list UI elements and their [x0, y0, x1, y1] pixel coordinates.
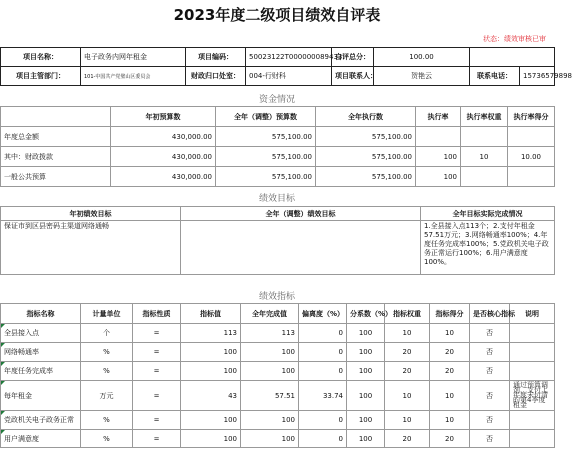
ind-coef: 100	[347, 411, 385, 430]
indicators-section-title: 绩效指标	[258, 292, 295, 302]
ind-nature: =	[133, 362, 181, 381]
ind-nature: =	[133, 411, 181, 430]
funds-row-initial: 430,000.00	[111, 147, 216, 167]
ind-note	[510, 324, 555, 343]
ind-note: 通过预算调剂，支付上年度未付清的第4季度租金	[510, 381, 555, 411]
ind-target: 100	[181, 343, 241, 362]
ind-name: 年度任务完成率	[1, 362, 81, 381]
ind-name: 网络畅通率	[1, 343, 81, 362]
funds-header-initial: 年初预算数	[111, 107, 216, 127]
funds-row-name: 一般公共预算	[1, 167, 111, 187]
funds-row-rate: 100	[416, 147, 461, 167]
funds-row-rate: 100	[416, 167, 461, 187]
self-score-value: 100.00	[374, 48, 470, 67]
funds-header-executed: 全年执行数	[316, 107, 416, 127]
ind-nature: =	[133, 381, 181, 411]
page-title: 2023年度二级项目绩效自评表	[173, 6, 381, 24]
funds-row-weight	[461, 127, 508, 147]
ind-core: 否	[470, 381, 510, 411]
funds-row-initial: 430,000.00	[111, 127, 216, 147]
ind-score: 20	[430, 430, 470, 448]
funds-row-adjusted: 575,100.00	[216, 167, 316, 187]
ind-header-note: 说明	[510, 304, 555, 324]
finance-value: 004-行财科	[246, 67, 332, 86]
ind-name: 全县接入点	[1, 324, 81, 343]
funds-row-rate	[416, 127, 461, 147]
ind-coef: 100	[347, 381, 385, 411]
ind-score: 10	[430, 411, 470, 430]
ind-unit: %	[81, 411, 133, 430]
goals-section-title: 绩效目标	[258, 194, 295, 204]
ind-target: 43	[181, 381, 241, 411]
funds-row	[1, 127, 555, 147]
ind-deviation: 33.74	[299, 381, 347, 411]
ind-actual: 57.51	[241, 381, 299, 411]
goals-header-initial: 年初绩效目标	[1, 207, 181, 221]
project-name-label: 项目名称：	[1, 48, 81, 67]
ind-header-nature: 指标性质	[133, 304, 181, 324]
funds-header-adjusted: 全年（调整）预算数	[216, 107, 316, 127]
indicator-row	[1, 411, 555, 430]
project-code-label: 项目编码：	[186, 48, 246, 67]
ind-header-deviation: 偏离度（%）	[299, 304, 347, 324]
ind-coef: 100	[347, 324, 385, 343]
ind-core: 否	[470, 411, 510, 430]
project-code-value: 50023122T000000089433	[246, 48, 332, 67]
ind-deviation: 0	[299, 411, 347, 430]
ind-weight: 10	[385, 411, 430, 430]
ind-unit: %	[81, 362, 133, 381]
ind-target: 100	[181, 362, 241, 381]
ind-core: 否	[470, 362, 510, 381]
funds-row-adjusted: 575,100.00	[216, 127, 316, 147]
ind-weight: 10	[385, 324, 430, 343]
ind-score: 20	[430, 362, 470, 381]
ind-deviation: 0	[299, 362, 347, 381]
ind-nature: =	[133, 343, 181, 362]
funds-header-name	[1, 107, 111, 127]
funds-row-executed: 575,100.00	[316, 127, 416, 147]
indicator-row	[1, 381, 555, 411]
ind-unit: %	[81, 430, 133, 448]
ind-coef: 100	[347, 430, 385, 448]
phone-label: 联系电话：	[470, 67, 520, 86]
funds-row	[1, 167, 555, 187]
ind-weight: 20	[385, 362, 430, 381]
funds-row-name: 年度总金额	[1, 127, 111, 147]
ind-weight: 10	[385, 381, 430, 411]
ind-coef: 100	[347, 362, 385, 381]
funds-row-score	[508, 167, 555, 187]
ind-note	[510, 343, 555, 362]
ind-name: 用户满意度	[1, 430, 81, 448]
ind-note	[510, 430, 555, 448]
funds-row-score	[508, 127, 555, 147]
ind-target: 100	[181, 411, 241, 430]
finance-label: 财政归口处室：	[186, 67, 246, 86]
ind-actual: 100	[241, 411, 299, 430]
ind-core: 否	[470, 343, 510, 362]
blank-cell	[470, 48, 555, 67]
ind-score: 20	[430, 343, 470, 362]
ind-core: 否	[470, 430, 510, 448]
funds-row-score: 10.00	[508, 147, 555, 167]
contact-value: 贺艳云	[374, 67, 470, 86]
ind-target: 100	[181, 430, 241, 448]
funds-row-initial: 430,000.00	[111, 167, 216, 187]
ind-weight: 20	[385, 343, 430, 362]
ind-name: 每年租金	[1, 381, 81, 411]
indicator-row	[1, 362, 555, 381]
ind-unit: 个	[81, 324, 133, 343]
ind-nature: =	[133, 324, 181, 343]
ind-header-weight: 指标权重	[385, 304, 430, 324]
ind-deviation: 0	[299, 343, 347, 362]
goals-initial-text: 保证市到区县密码主渠道网络通畅	[1, 221, 181, 275]
funds-row-weight	[461, 167, 508, 187]
ind-deviation: 0	[299, 324, 347, 343]
ind-header-actual: 全年完成值	[241, 304, 299, 324]
funds-header-score: 执行率得分	[508, 107, 555, 127]
ind-actual: 113	[241, 324, 299, 343]
ind-header-core: 是否核心指标	[470, 304, 510, 324]
ind-header-unit: 计量单位	[81, 304, 133, 324]
ind-actual: 100	[241, 343, 299, 362]
ind-coef: 100	[347, 343, 385, 362]
funds-header-weight: 执行率权重	[461, 107, 508, 127]
indicator-row	[1, 430, 555, 448]
goals-adjusted-text	[181, 221, 421, 275]
ind-actual: 100	[241, 430, 299, 448]
ind-header-target: 指标值	[181, 304, 241, 324]
funds-row-adjusted: 575,100.00	[216, 147, 316, 167]
ind-unit: %	[81, 343, 133, 362]
project-name-value: 电子政务内网年租金	[81, 48, 186, 67]
funds-row	[1, 147, 555, 167]
indicator-row	[1, 343, 555, 362]
contact-label: 项目联系人：	[332, 67, 374, 86]
indicator-row	[1, 324, 555, 343]
ind-note	[510, 362, 555, 381]
ind-core: 否	[470, 324, 510, 343]
funds-table	[0, 106, 555, 187]
ind-header-name: 指标名称	[1, 304, 81, 324]
funds-row-executed: 575,100.00	[316, 167, 416, 187]
ind-weight: 20	[385, 430, 430, 448]
indicators-table	[0, 303, 555, 448]
ind-score: 10	[430, 381, 470, 411]
goals-actual-text: 1.全县接入点113个；2.支付年租金57.51万元；3.网络畅通率100%；4.年度任务完成率100%；5.党政机关电子政务正常运行100%；6.用户满意度100%。	[421, 221, 555, 275]
ind-unit: 万元	[81, 381, 133, 411]
funds-row-executed: 575,100.00	[316, 147, 416, 167]
funds-row-weight: 10	[461, 147, 508, 167]
goals-table	[0, 206, 555, 275]
ind-nature: =	[133, 430, 181, 448]
ind-target: 113	[181, 324, 241, 343]
ind-actual: 100	[241, 362, 299, 381]
funds-section-title: 资金情况	[258, 95, 295, 105]
ind-header-coef: 分系数（%）	[347, 304, 385, 324]
ind-header-score: 指标得分	[430, 304, 470, 324]
ind-deviation: 0	[299, 430, 347, 448]
audit-status: 状态：绩效审核已审	[483, 35, 546, 43]
funds-row-name: 其中：财政拨款	[1, 147, 111, 167]
self-score-label: 自评总分：	[332, 48, 374, 67]
ind-note	[510, 411, 555, 430]
goals-header-adjusted: 全年（调整）绩效目标	[181, 207, 421, 221]
dept-value: 101-中国共产党璧山区委员会	[81, 67, 186, 86]
ind-score: 10	[430, 324, 470, 343]
goals-header-actual: 全年目标实际完成情况	[421, 207, 555, 221]
dept-label: 项目主管部门：	[1, 67, 81, 86]
phone-value: 15736579898	[520, 67, 555, 86]
ind-name: 党政机关电子政务正常	[1, 411, 81, 430]
funds-header-rate: 执行率	[416, 107, 461, 127]
project-info-table	[0, 47, 572, 86]
